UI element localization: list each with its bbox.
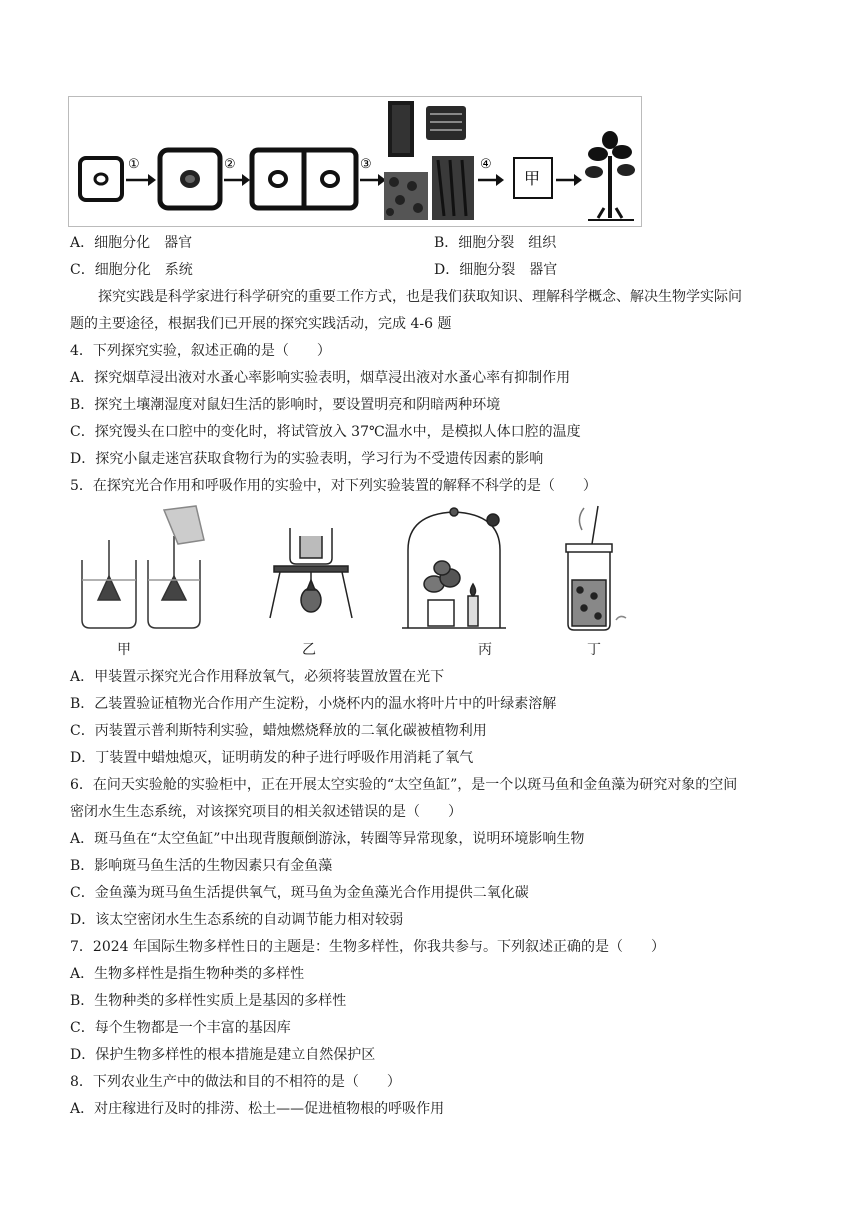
q4-option-a: A．探究烟草浸出液对水蚤心率影响实验表明，烟草浸出液对水蚤心率有抑制作用: [70, 370, 571, 386]
q5-option-d: D．丁装置中蜡烛熄灭，证明萌发的种子进行呼吸作用消耗了氧气: [70, 750, 474, 766]
q7-option-c: C．每个生物都是一个丰富的基因库: [70, 1020, 291, 1036]
q8-stem: 8．下列农业生产中的做法和目的不相符的是（ ）: [70, 1074, 401, 1090]
q3-option-c: C．细胞分化 系统: [70, 262, 193, 278]
apparatus-yi: [270, 528, 352, 618]
cell-development-diagram: [68, 96, 643, 228]
q4-stem: 4．下列探究实验，叙述正确的是（ ）: [70, 343, 331, 359]
apparatus-jia: [82, 506, 204, 628]
step-4-label: ④: [480, 157, 492, 172]
intro-line-1: 探究实践是科学家进行科学研究的重要工作方式，也是我们获取知识、理解科学概念、解决生物学实际问: [98, 289, 742, 305]
q6-option-d: D．该太空密闭水生生态系统的自动调节能力相对较弱: [70, 912, 404, 928]
fig-label-ding: 丁: [587, 642, 601, 658]
q5-stem: 5．在探究光合作用和呼吸作用的实验中，对下列实验装置的解释不科学的是（ ）: [70, 478, 597, 494]
q3-option-b: B．细胞分裂 组织: [434, 235, 557, 251]
fig-label-yi: 乙: [302, 642, 316, 658]
q3-option-a: A．细胞分化 器官: [70, 235, 193, 251]
q7-option-a: A．生物多样性是指生物种类的多样性: [70, 966, 305, 982]
q4-option-d: D．探究小鼠走迷宫获取食物行为的实验表明，学习行为不受遗传因素的影响: [70, 451, 544, 467]
apparatus-bing: [402, 508, 506, 628]
apparatus-ding: [566, 506, 626, 630]
q7-option-d: D．保护生物多样性的根本措施是建立自然保护区: [70, 1047, 376, 1063]
q8-option-a: A．对庄稼进行及时的排涝、松土——促进植物根的呼吸作用: [70, 1101, 445, 1117]
q4-option-c: C．探究馒头在口腔中的变化时，将试管放入 37℃温水中，是模拟人体口腔的温度: [70, 424, 581, 440]
step-3-label: ③: [360, 157, 372, 172]
q3-option-d: D．细胞分裂 器官: [434, 262, 558, 278]
step-1-label: ①: [128, 157, 140, 172]
intro-line-2: 题的主要途径，根据我们已开展的探究实践活动，完成 4-6 题: [70, 316, 452, 332]
q5-option-c: C．丙装置示普利斯特利实验，蜡烛燃烧释放的二氧化碳被植物利用: [70, 723, 487, 739]
fig-label-jia: 甲: [117, 642, 131, 658]
q4-option-b: B．探究土壤潮湿度对鼠妇生活的影响时，要设置明亮和阴暗两种环境: [70, 397, 501, 413]
fig-label-bing: 丙: [478, 642, 492, 658]
step-2-label: ②: [224, 157, 236, 172]
q6-stem-line-2: 密闭水生生态系统，对该探究项目的相关叙述错误的是（ ）: [70, 804, 462, 820]
q5-option-a: A．甲装置示探究光合作用释放氧气，必须将装置放置在光下: [70, 669, 445, 685]
q6-option-a: A．斑马鱼在“太空鱼缸”中出现背腹颠倒游泳，转圈等异常现象，说明环境影响生物: [70, 831, 585, 847]
q5-option-b: B．乙装置验证植物光合作用产生淀粉，小烧杯内的温水将叶片中的叶绿素溶解: [70, 696, 557, 712]
q6-option-c: C．金鱼藻为斑马鱼生活提供氧气，斑马鱼为金鱼藻光合作用提供二氧化碳: [70, 885, 529, 901]
q7-stem: 7．2024 年国际生物多样性日的主题是：生物多样性，你我共参与。下列叙述正确的是（ ）: [70, 939, 665, 955]
organ-box-label: 甲: [524, 169, 541, 188]
q6-option-b: B．影响斑马鱼生活的生物因素只有金鱼藻: [70, 858, 333, 874]
experiment-apparatus-figure: [68, 500, 648, 640]
q6-stem-line-1: 6．在问天实验舱的实验柜中，正在开展太空实验的“太空鱼缸”，是一个以斑马鱼和金鱼藻为研究对象的空间: [70, 777, 738, 793]
q7-option-b: B．生物种类的多样性实质上是基因的多样性: [70, 993, 347, 1009]
